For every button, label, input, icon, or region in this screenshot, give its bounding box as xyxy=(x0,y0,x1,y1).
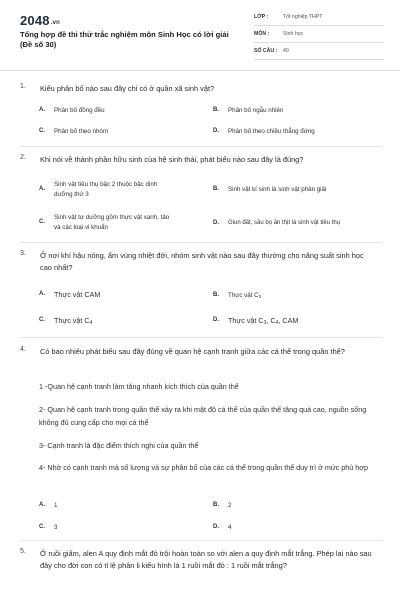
option-letter: A. xyxy=(39,502,45,508)
statement-4: 4- Nhờ có cạnh tranh mà số lượng và sự phân bố của các cá thể trong quần thể duy trì ở mức phù hợp xyxy=(39,463,368,472)
option-text: Phân bố theo nhóm xyxy=(54,128,109,135)
option-text xyxy=(228,316,298,328)
meta-row-count xyxy=(254,46,384,60)
option-letter: D. xyxy=(213,220,219,226)
option-text: 1 xyxy=(54,502,58,509)
option-letter: A. xyxy=(39,291,45,297)
option-text: 4 xyxy=(228,524,232,531)
option-text-main: Thực vật C xyxy=(54,316,90,325)
divider xyxy=(20,146,382,147)
option-text: và các loại vi khuẩn xyxy=(54,224,108,231)
statement-2: 2- Quan hệ cạnh tranh trong quần thể xảy ra khi mật độ cá thể của quần thể tăng quá cao, nguồn sống không đủ cung cấp cho mọi cá thể xyxy=(39,405,367,427)
statement-1: 1 -Quan hệ cạnh tranh làm tăng nhanh kích thích của quần thể xyxy=(39,382,239,391)
question-number: 2. xyxy=(20,154,26,161)
meta-label: MÔN : xyxy=(254,31,270,37)
question-text: Ở ruồi giấm, alen A quy định mắt đỏ trội hoàn toàn so với alen a quy định mắt trắng. Phép lai nào sau đây cho đời con có tỉ lệ phân li kiểu hình là 1 ruồi mắt đỏ : 1 ruồi mắt trắng? xyxy=(40,549,372,570)
option-2c[interactable] xyxy=(39,213,209,233)
exam-meta xyxy=(254,12,384,63)
meta-label: LỚP : xyxy=(254,14,269,20)
divider xyxy=(20,337,382,338)
divider xyxy=(20,540,382,541)
option-text-main: Thực vật C xyxy=(228,292,259,299)
question-text: Ở nơi khí hậu nóng, ẩm vùng nhiệt đới, nhóm sinh vật nào sau đây thường cho năng suất sinh học cao nhất? xyxy=(40,251,364,272)
meta-row-class xyxy=(254,12,384,26)
subscript: 4 xyxy=(275,320,279,326)
option-letter: D. xyxy=(213,317,219,323)
option-text: Thực vật CAM xyxy=(54,290,101,299)
question-number: 4. xyxy=(20,346,26,353)
option-text: 2 xyxy=(228,502,232,509)
statement-3: 3- Cạnh tranh là đặc điểm thích nghi của quần thể xyxy=(39,441,199,450)
option-letter: B. xyxy=(213,186,219,192)
option-text: 3 xyxy=(54,524,58,531)
question-text: Khi nói về thành phần hữu sinh của hệ sinh thái, phát biểu nào sau đây là đúng? xyxy=(40,155,304,164)
option-letter: C. xyxy=(39,317,45,323)
subscript: 3 xyxy=(263,320,267,326)
meta-row-subject xyxy=(254,29,384,43)
meta-value: Sinh học xyxy=(283,31,304,37)
page-title: Tổng hợp đề thi thử trắc nghiệm môn Sinh Học có lời giải (Đề số 30) xyxy=(20,30,229,49)
logo-sub: .vn xyxy=(50,20,61,26)
divider xyxy=(20,242,382,243)
option-letter: A. xyxy=(39,107,45,113)
option-letter: B. xyxy=(213,107,219,113)
meta-label: SỐ CÂU : xyxy=(254,48,278,54)
option-letter: C. xyxy=(39,219,45,225)
question-text: Có bao nhiêu phát biểu sau đây đúng về quan hệ cạnh tranh giữa các cá thể trong quần thể? xyxy=(40,347,345,356)
option-text-post: , CAM xyxy=(278,316,299,325)
option-text-mid: , C xyxy=(266,316,276,325)
question-text: Kiểu phân bố nào sau đây chỉ có ở quần xã sinh vật? xyxy=(40,84,215,93)
logo-main: 2048 xyxy=(20,13,50,28)
subscript: 3 xyxy=(258,294,262,299)
option-text: dưỡng thứ 3 xyxy=(54,191,89,198)
option-text xyxy=(54,316,92,328)
site-logo[interactable] xyxy=(20,13,60,28)
question-number: 5. xyxy=(20,548,26,555)
option-text: Sinh vật tự dưỡng gồm thực vật xanh, tảo xyxy=(54,214,170,221)
option-text: Phân bố theo chiều thẳng đứng xyxy=(228,128,315,135)
option-letter: C. xyxy=(39,524,45,530)
page-header xyxy=(0,0,400,71)
meta-value: Tốt nghiệp THPT xyxy=(283,14,323,20)
option-letter: A. xyxy=(39,186,45,192)
question-number: 1. xyxy=(20,83,26,90)
option-letter: B. xyxy=(213,292,219,298)
question-number: 3. xyxy=(20,250,26,257)
option-text: Phân bố đồng đều xyxy=(54,107,105,114)
option-text xyxy=(228,291,261,301)
option-letter: D. xyxy=(213,524,219,530)
option-text: Sinh vật kí sinh là sinh vật phân giải xyxy=(228,186,327,193)
option-text: Sinh vật tiêu thụ bậc 2 thuộc bậc dinh xyxy=(54,181,158,188)
option-text: Phân bố ngẫu nhiên xyxy=(228,107,284,114)
option-2a[interactable] xyxy=(39,180,204,200)
option-text: Giun đất, sâu bọ ăn thịt là sinh vật tiêu thụ xyxy=(228,220,341,226)
subscript: 4 xyxy=(89,320,93,326)
option-letter: C. xyxy=(39,128,45,134)
option-text-main: Thực vật C xyxy=(228,316,264,325)
meta-value: 40 xyxy=(283,48,289,54)
option-letter: D. xyxy=(213,128,219,134)
option-letter: B. xyxy=(213,502,219,508)
